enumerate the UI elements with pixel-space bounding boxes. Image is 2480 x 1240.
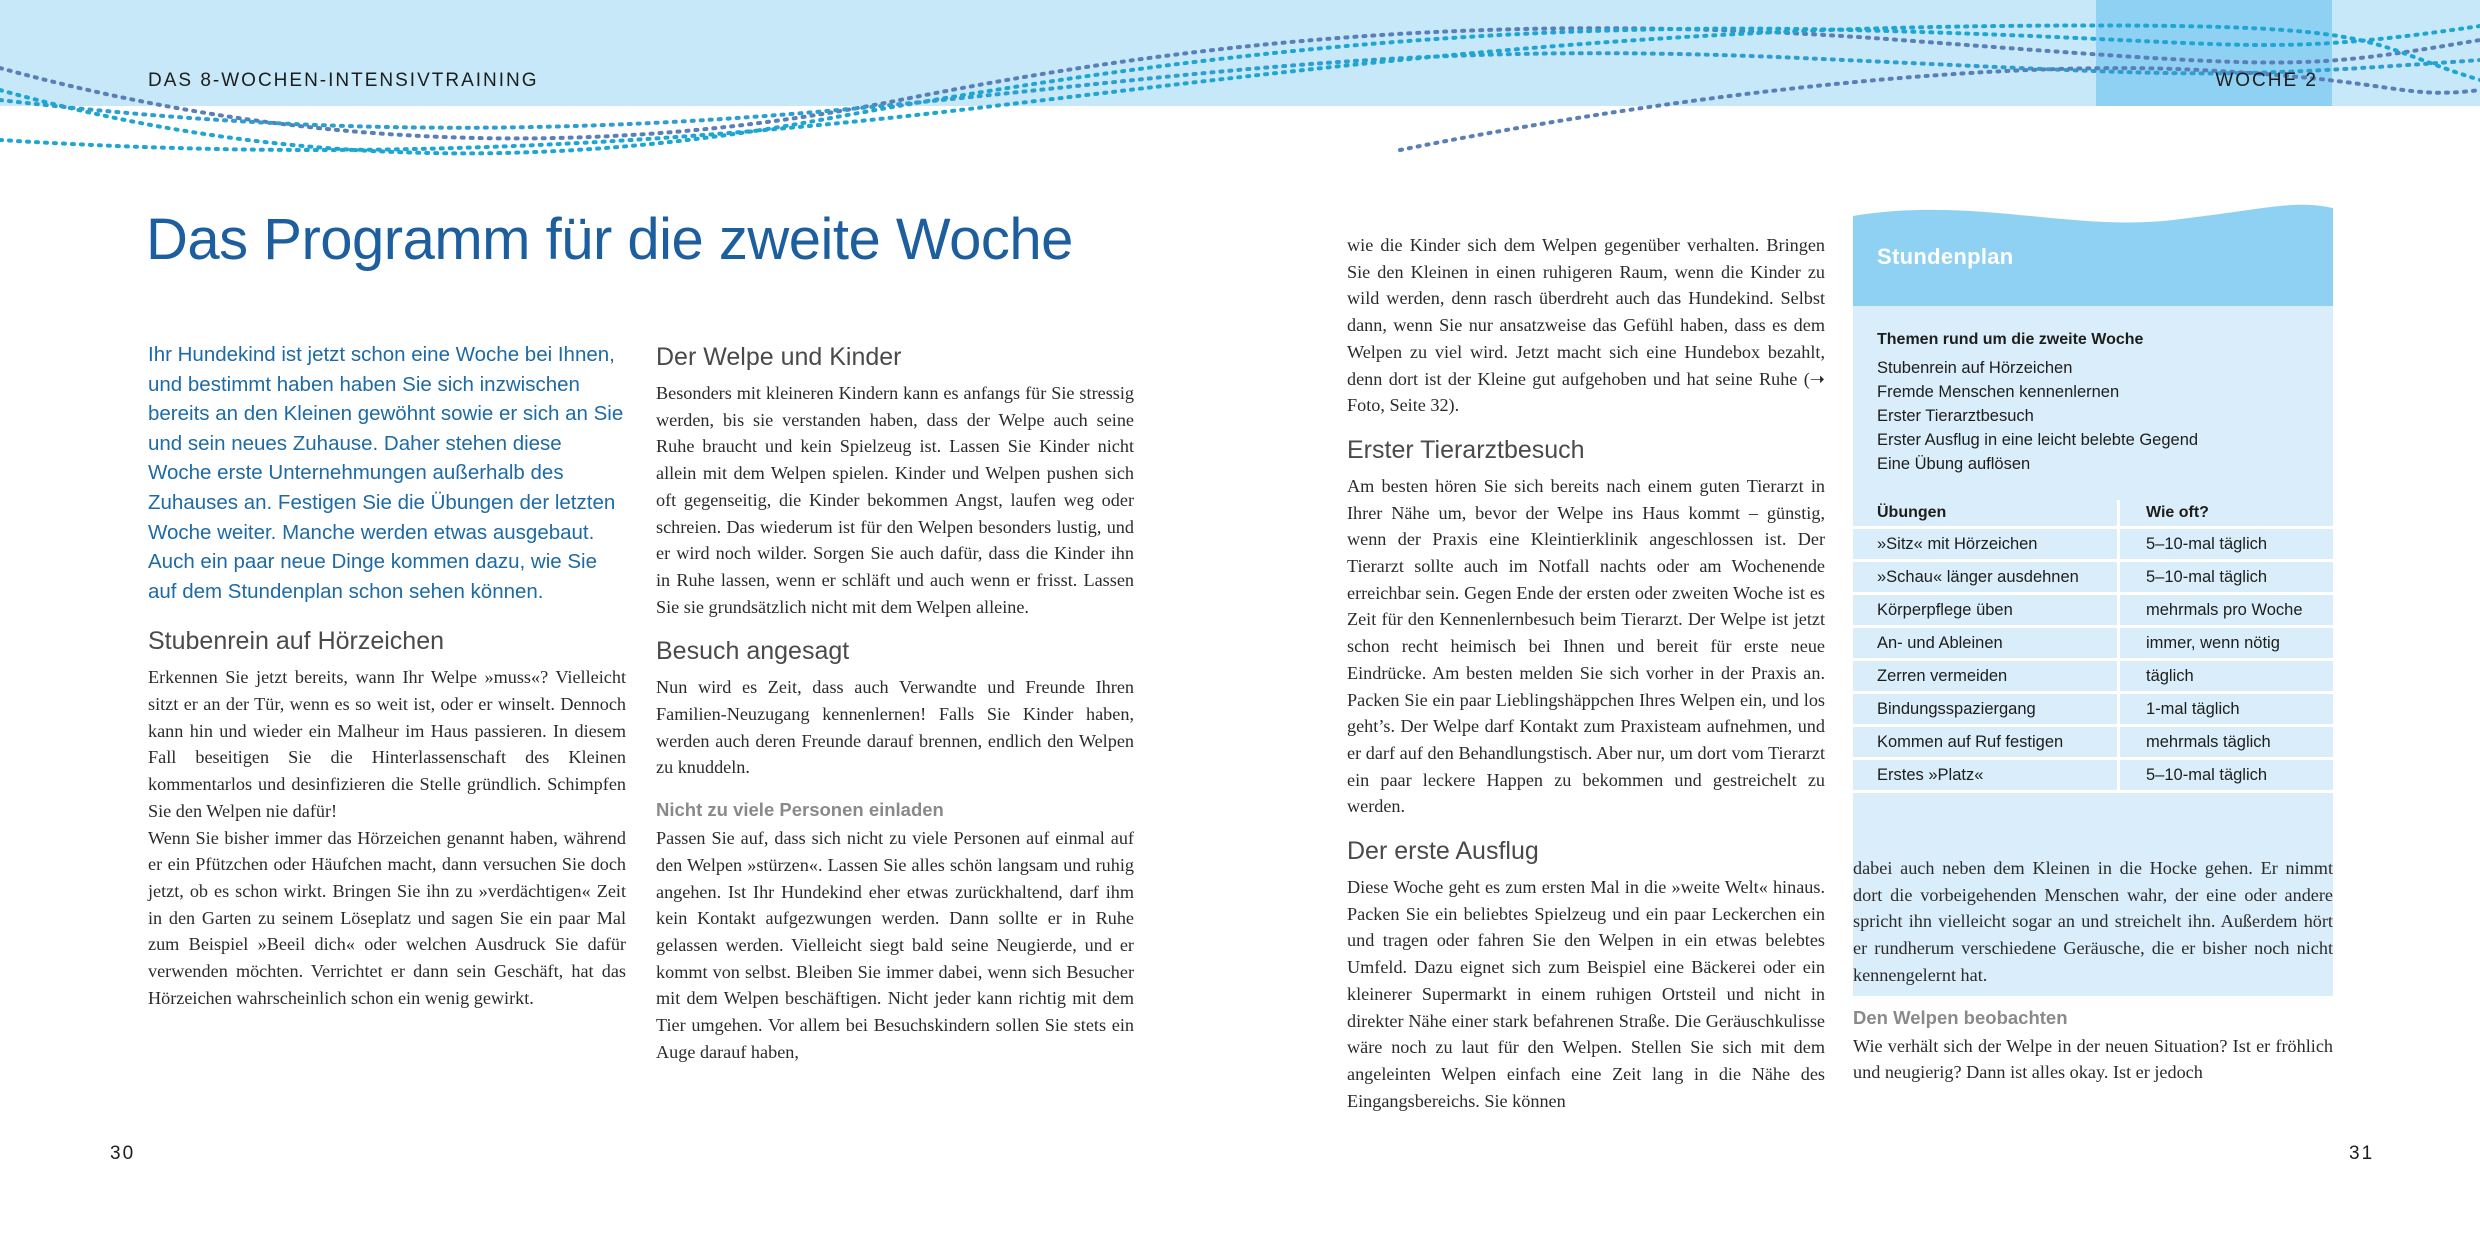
frequency-cell: mehrmals täglich [2119, 726, 2334, 759]
subheading-besuch: Nicht zu viele Personen einladen [656, 799, 944, 821]
lead-paragraph: Ihr Hundekind ist jetzt schon eine Woche bei Ihnen, und bestimmt haben haben Sie sich inzwischen bereits an den Kleinen gewöhnt sowie er sich an Sie und sein neues Zuhause. Daher stehen diese Woche erste Unternehmungen außerhalb des Zuhauses an. Festigen Sie die Übungen der letzten Woche weiter. Manche werden etwas ausgebaut. Auch ein paar neue Dinge kommen dazu, wie Sie auf dem Stundenplan schon sehen können. [148, 343, 624, 603]
topic-item: Eine Übung auflösen [1877, 455, 2031, 473]
table-row [1853, 759, 2333, 792]
paragraph-besuch-3: wie die Kinder sich dem Welpen gegenüber verhalten. Bringen Sie den Kleinen in einen ruhigeren Raum, wenn die Kinder zu wild werden, denn rasch überdreht auch das Hundekind. Selbst dann, wenn Sie nur ansatzweise das Gefühl haben, dass es dem Welpen zu viel wird. Jetzt macht sich eine Hundebox bezahlt, denn dort ist der Kleine gut aufgehoben und hat seine Ruhe (➝ Foto, Seite 32). [1347, 235, 1825, 416]
exercise-cell: An- und Ableinen [1853, 627, 2119, 660]
table-row [1853, 528, 2333, 561]
paragraph-besuch-1: Nun wird es Zeit, dass auch Verwandte und Freunde Ihren Familien-Neuzugang kennenlernen! Falls Sie Kinder haben, werden auch deren Freunde darauf brennen, endlich den Welpen zu knuddeln. [656, 677, 1134, 778]
topic-item: Erster Tierarztbesuch [1877, 407, 2034, 425]
topic-item: Fremde Menschen kennenlernen [1877, 383, 2120, 401]
table-row [1853, 561, 2333, 594]
topics-title: Themen rund um die zweite Woche [1877, 331, 2144, 348]
frequency-cell: 5–10-mal täglich [2119, 528, 2334, 561]
schedule-box [1853, 200, 2333, 800]
paragraph-stubenrein-1: Erkennen Sie jetzt bereits, wann Ihr Welpe »muss«? Vielleicht sitzt er an der Tür, wenn es so weit ist, oder er winselt. Dennoch kann hin und wieder ein Malheur im Haus passieren. In diesem Fall beseitigen Sie die Hinterlassenschaft des Kleinen kommentarlos und desinfizieren die Stelle gründlich. Schimpfen Sie den Welpen nie dafür! [148, 667, 626, 821]
column-header-frequency: Wie oft? [2119, 500, 2334, 528]
table-row [1853, 660, 2333, 693]
paragraph-stubenrein-2: Wenn Sie bisher immer das Hörzeichen genannt haben, während er ein Pfützchen oder Häufchen macht, dann versuchen Sie doch jetzt, ob es schon wirkt. Bringen Sie ihn zu »verdächtigen« Zeit in den Garten zu seinem Löseplatz und sagen Sie ein paar Mal zum Beispiel »Beeil dich« oder welchen Ausdruck Sie dafür verwenden möchten. Verrichtet er dann sein Geschäft, hat das Hörzeichen wahrscheinlich schon ein wenig gewirkt. [148, 827, 626, 1008]
frequency-cell: 5–10-mal täglich [2119, 759, 2334, 792]
paragraph-kinder: Besonders mit kleineren Kindern kann es anfangs für Sie stressig werden, bis sie verstanden haben, dass der Welpe auch seine Ruhe braucht und kein Spielzeug ist. Lassen Sie Kinder nicht allein mit dem Welpen spielen. Kinder und Welpen pushen sich oft gegenseitig, die Kinder bekommen Angst, laufen weg oder schreien. Das wiederum ist für den Welpen besonders lustig, und er wird noch wilder. Sorgen Sie auch dafür, dass die Kinder ihn in Ruhe lassen, wenn er schläft und auch wenn er frisst. Lassen Sie sie grundsätzlich nicht mit dem Welpen alleine. [656, 383, 1134, 617]
schedule-title: Stundenplan [1877, 244, 2014, 269]
heading-ausflug: Der erste Ausflug [1347, 837, 1539, 866]
column-1 [148, 340, 626, 1011]
heading-kinder: Der Welpe und Kinder [656, 343, 902, 371]
exercise-cell: Bindungsspaziergang [1853, 693, 2119, 726]
column-3 [1347, 232, 1825, 1114]
table-row [1853, 594, 2333, 627]
paragraph-ausflug-2: dabei auch neben dem Kleinen in die Hocke gehen. Er nimmt dort die vorbeigehenden Menschen wahr, der eine oder andere spricht ihn vielleicht sogar an und streichelt ihn. Außerdem hört er rundherum verschiedene Geräusche, die er bisher noch nicht kennengelernt hat. [1853, 858, 2333, 985]
exercise-cell: Zerren vermeiden [1853, 660, 2119, 693]
frequency-cell: immer, wenn nötig [2119, 627, 2334, 660]
frequency-cell: 1-mal täglich [2119, 693, 2334, 726]
table-row [1853, 726, 2333, 759]
schedule-topics [1877, 328, 2317, 476]
page-number-left: 30 [110, 1143, 136, 1164]
exercise-table [1853, 500, 2333, 793]
exercise-cell: Kommen auf Ruf festigen [1853, 726, 2119, 759]
exercise-cell: Erstes »Platz« [1853, 759, 2119, 792]
subheading-ausflug: Den Welpen beobachten [1853, 1006, 2068, 1028]
table-row [1853, 627, 2333, 660]
running-header-title: DAS 8-WOCHEN-INTENSIVTRAINING [148, 70, 539, 91]
exercise-cell: Körperpflege üben [1853, 594, 2119, 627]
table-header-row [1853, 500, 2333, 528]
page-number-right: 31 [2349, 1143, 2375, 1164]
exercise-cell: »Sitz« mit Hörzeichen [1853, 528, 2119, 561]
topic-item: Erster Ausflug in eine leicht belebte Gegend [1877, 431, 2199, 449]
exercise-cell: »Schau« länger ausdehnen [1853, 561, 2119, 594]
frequency-cell: 5–10-mal täglich [2119, 561, 2334, 594]
paragraph-tierarzt: Am besten hören Sie sich bereits nach einem guten Tierarzt in Ihrer Nähe um, bevor der Welpe ins Haus kommt – günstig, wenn der Praxis eine Kleintierklinik angeschlossen ist. Der Tierarzt sollte auch im Notfall nachts oder am Wochenende erreichbar sein. Gegen Ende der ersten oder zweiten Woche ist es Zeit für den Kennenlernbesuch beim Tierarzt. Der Welpe ist jetzt schon recht heimisch bei Ihnen und bereit für erste neue Eindrücke. Am besten melden Sie sich vorher in der Praxis an. Packen Sie ein paar Lieblingshäppchen Ihres Welpen ein, und los geht’s. Der Welpe darf Kontakt zum Praxisteam aufnehmen, und er darf auf den Behandlungstisch. Aber nur, um dort vom Tierarzt ein paar leckere Happen zu bekommen und gestreichelt zu werden. [1347, 475, 1825, 817]
column-header-exercise: Übungen [1853, 500, 2119, 528]
frequency-cell: täglich [2119, 660, 2334, 693]
heading-besuch: Besuch angesagt [656, 637, 850, 666]
paragraph-ausflug-1: Diese Woche geht es zum ersten Mal in die »weite Welt« hinaus. Packen Sie ein beliebtes Spielzeug und ein paar Leckerchen ein und tragen oder fahren Sie den Welpen in ein etwas belebtes Umfeld. Dazu eignet sich zum Beispiel eine Bäckerei oder ein kleinerer Supermarkt in einem ruhigen Ortsteil und nicht in direkter Nähe einer stark befahrenen Straße. Die Geräuschkulisse wäre noch zu laut für den Welpen. Stellen Sie sich mit dem angeleinten Welpen einfach eine Zeit lang in die Nähe des Eingangsbereichs. Sie können [1347, 877, 1825, 1111]
running-header-week: WOCHE 2 [2215, 70, 2318, 91]
column-4 [1853, 855, 2333, 1086]
page-title: Das Programm für die zweite Woche [146, 207, 1073, 272]
table-row [1853, 693, 2333, 726]
heading-tierarzt: Erster Tierarztbesuch [1347, 435, 1585, 464]
heading-stubenrein: Stubenrein auf Hörzeichen [148, 627, 445, 656]
paragraph-besuch-2: Passen Sie auf, dass sich nicht zu viele Personen auf einmal auf den Welpen »stürzen«. Lassen Sie alles schön langsam und ruhig angehen. Ist Ihr Hundekind eher etwas zurückhaltend, darf ihm kein Kontakt aufgezwungen werden. Dann sollte er in Ruhe gelassen werden. Vielleicht siegt bald seine Neugierde, und er kommt von selbst. Bleiben Sie immer dabei, wenn sich Besucher mit dem Welpen beschäftigen. Nicht jeder kann richtig mit dem Tier umgehen. Vor allem bei Besuchskindern sollen Sie stets ein Auge darauf haben, [656, 828, 1134, 1062]
column-2 [656, 340, 1134, 1065]
frequency-cell: mehrmals pro Woche [2119, 594, 2334, 627]
paragraph-ausflug-3: Wie verhält sich der Welpe in der neuen Situation? Ist er fröhlich und neugierig? Dann ist alles okay. Ist er jedoch [1853, 1035, 2333, 1083]
topic-item: Stubenrein auf Hörzeichen [1877, 359, 2073, 377]
